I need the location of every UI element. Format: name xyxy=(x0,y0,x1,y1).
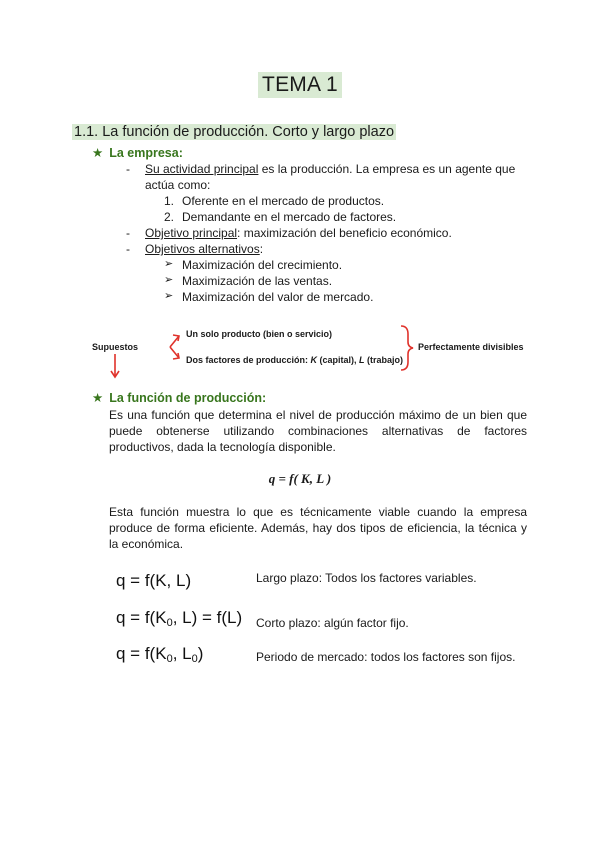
formula-market-sub: 0 xyxy=(166,653,173,665)
empresa-item-3 xyxy=(145,241,263,257)
empresa-heading-text: La empresa: xyxy=(109,146,183,160)
title-block xyxy=(0,72,600,98)
alt-objective-3: Maximización del valor de mercado. xyxy=(182,290,374,304)
dash-bullet: - xyxy=(126,162,130,176)
formula-market-post: ) xyxy=(197,644,204,663)
arrow-bullet-icon: ➢ xyxy=(164,290,174,302)
funcion-heading xyxy=(92,390,266,405)
item3-rest: : xyxy=(259,242,264,256)
formula-short-run-desc: Corto plazo: algún factor fijo. xyxy=(256,616,409,630)
funcion-paragraph-2: Esta función muestra lo que es técnicamente viable cuando la empresa produce de forma eficiente. Además, hay dos tipos de eficiencia, la técnica y la económica. xyxy=(109,505,527,551)
formula-short-run xyxy=(116,608,242,629)
section-heading: 1.1. La función de producción. Corto y largo plazo xyxy=(74,124,395,140)
sub-item-2: Demandante en el mercado de factores. xyxy=(182,210,397,224)
formula-market-period-desc: Periodo de mercado: todos los factores son fijos. xyxy=(256,650,516,664)
down-arrow-icon xyxy=(111,354,119,377)
formula-market-mid: , L xyxy=(172,644,192,663)
funcion-heading-text: La función de producción: xyxy=(109,391,267,405)
fork-arrow-icon xyxy=(154,335,179,359)
line2-suffix: (trabajo) xyxy=(364,355,404,365)
formula-short-run-post: , L) = f(L) xyxy=(172,608,243,627)
empresa-heading xyxy=(92,145,183,160)
funcion-paragraph-1: Es una función que determina el nivel de producción máximo de un bien que puede obtenerse utilizando combinaciones alternativas de factores productivos, dada la tecnología disponible. xyxy=(109,408,527,454)
formula-short-run-sub: 0 xyxy=(166,617,173,629)
right-brace-icon xyxy=(401,326,413,370)
dash-bullet: - xyxy=(126,226,130,240)
perfectamente-divisibles-label: Perfectamente divisibles xyxy=(418,342,524,352)
line2-prefix: Dos factores de producción: xyxy=(186,355,311,365)
empresa-item-1 xyxy=(145,161,527,177)
item3-underlined: Objetivos alternativos xyxy=(145,242,260,256)
production-function-formula: q = f( K, L ) xyxy=(268,471,332,486)
formula-long-run-text: q = f(K, L) xyxy=(116,571,192,590)
dash-bullet: - xyxy=(126,242,130,256)
item1-rest: es la producción. La empresa es un agente que xyxy=(258,162,516,176)
empresa-item-2 xyxy=(145,225,452,241)
formula-long-run-desc: Largo plazo: Todos los factores variables. xyxy=(256,571,477,585)
formula-market-sub2: 0 xyxy=(191,653,198,665)
alt-objective-1: Maximización del crecimiento. xyxy=(182,258,343,272)
sub-item-1: Oferente en el mercado de productos. xyxy=(182,194,385,208)
supuestos-label: Supuestos xyxy=(92,342,139,352)
arrow-bullet-icon: ➢ xyxy=(164,258,174,270)
star-bullet-icon: ★ xyxy=(92,146,104,160)
line2-l: L xyxy=(359,355,365,365)
star-bullet-icon: ★ xyxy=(92,391,104,405)
line2-mid: (capital), xyxy=(317,355,360,365)
supuestos-diagram-lines xyxy=(85,320,425,380)
formula-long-run xyxy=(116,571,191,591)
item2-rest: : maximización del beneficio económico. xyxy=(237,226,452,240)
formula-short-run-pre: q = f(K xyxy=(116,608,167,627)
alt-objective-2: Maximización de las ventas. xyxy=(182,274,333,288)
page-title: TEMA 1 xyxy=(258,72,342,98)
sub-number-2: 2. xyxy=(164,210,175,224)
supuesto-line-1: Un solo producto (bien o servicio) xyxy=(186,329,333,339)
formula-market-period xyxy=(116,644,203,665)
line2-k: K xyxy=(310,355,318,365)
formula-market-pre: q = f(K xyxy=(116,644,167,663)
sub-number-1: 1. xyxy=(164,194,175,208)
arrow-bullet-icon: ➢ xyxy=(164,274,174,286)
item1-line2: actúa como: xyxy=(145,178,211,192)
item2-underlined: Objetivo principal xyxy=(145,226,238,240)
item1-underlined: Su actividad principal xyxy=(145,162,259,176)
